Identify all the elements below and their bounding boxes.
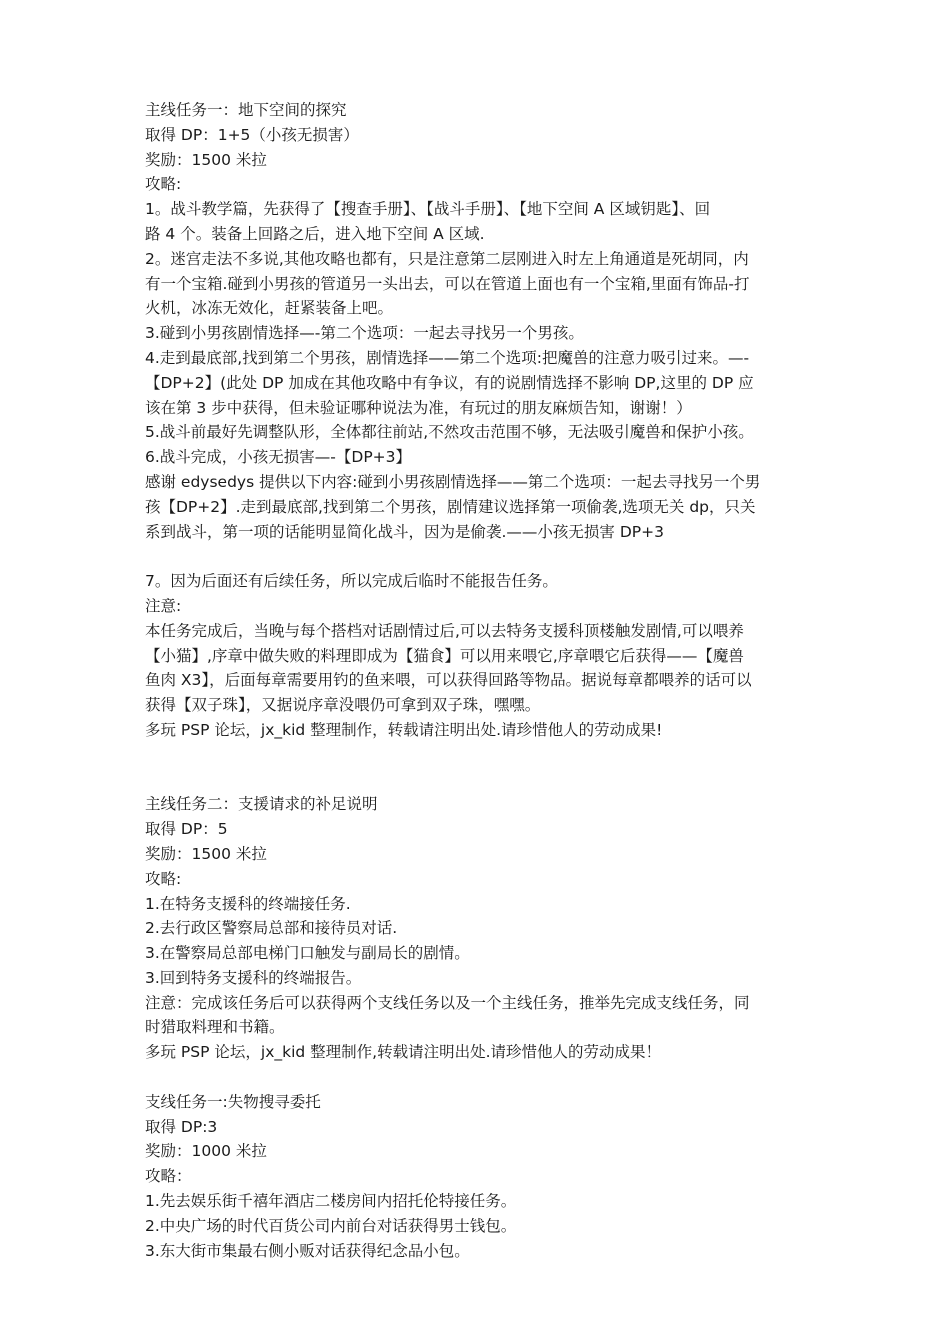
dp-info: 取得 DP：1+5（小孩无损害） — [145, 125, 359, 144]
text-line: 2.中央广场的时代百货公司内前台对话获得男士钱包。 — [145, 1216, 517, 1235]
text-line: 6.战斗完成，小孩无损害—-【DP+3】 — [145, 448, 412, 467]
reward-info: 奖励：1500 米拉 — [145, 150, 267, 169]
text-line: 2。迷宫走法不多说,其他攻略也都有，只是注意第二层刚进入时左上角通道是死胡同，内 — [145, 249, 749, 268]
spacer — [145, 743, 810, 793]
text-line: 1.先去娱乐街千禧年酒店二楼房间内招托伦特接任务。 — [145, 1192, 517, 1211]
text-line: 注意：完成该任务后可以获得两个支线任务以及一个主线任务，推举先完成支线任务，同 — [145, 993, 750, 1012]
text-line: 3.东大街市集最右侧小贩对话获得纪念品小包。 — [145, 1241, 470, 1260]
credit-line: 多玩 PSP 论坛，jx_kid 整理制作，转载请注明出处.请珍惜他人的劳动成果! — [145, 720, 663, 739]
text-line: 火机，冰冻无效化，赶紧装备上吧。 — [145, 299, 394, 318]
text-line: 7。因为后面还有后续任务，所以完成后临时不能报告任务。 — [145, 572, 558, 591]
text-line: 鱼肉 X3】，后面每章需要用钓的鱼来喂，可以获得回路等物品。据说每章都喂养的话可以 — [145, 671, 752, 690]
reward-info: 奖励：1500 米拉 — [145, 844, 267, 863]
text-line: 【小猫】,序章中做失败的料理即成为【猫食】可以用来喂它,序章喂它后获得——【魔兽 — [145, 646, 744, 665]
text-line: 3.碰到小男孩剧情选择—-第二个选项：一起去寻找另一个男孩。 — [145, 324, 584, 343]
text-line: 4.走到最底部,找到第二个男孩，剧情选择——第二个选项:把魔兽的注意力吸引过来。—- — [145, 348, 750, 367]
text-line: 2.去行政区警察局总部和接待员对话. — [145, 919, 398, 938]
spacer — [145, 1065, 810, 1090]
spacer — [145, 544, 810, 569]
section-main-quest-2 — [145, 792, 810, 1065]
note-label: 注意: — [145, 596, 182, 615]
section-main-quest-1-notes — [145, 569, 810, 743]
text-line: 时猎取料理和书籍。 — [145, 1018, 285, 1037]
document-page — [145, 98, 810, 1263]
text-line: 5.战斗前最好先调整队形，全体都往前站,不然攻击范围不够，无法吸引魔兽和保护小孩。 — [145, 423, 754, 442]
dp-info: 取得 DP:3 — [145, 1117, 218, 1136]
text-line: 【DP+2】(此处 DP 加成在其他攻略中有争议，有的说剧情选择不影响 DP,这里的 DP 应 — [145, 373, 754, 392]
reward-info: 奖励：1000 米拉 — [145, 1142, 267, 1161]
text-line: 孩【DP+2】.走到最底部,找到第二个男孩，剧情建议选择第一项偷袭,选项无关 dp，只关 — [145, 497, 756, 516]
text-line: 系到战斗，第一项的话能明显简化战斗，因为是偷袭.——小孩无损害 DP+3 — [145, 522, 664, 541]
credit-line: 多玩 PSP 论坛，jx_kid 整理制作,转载请注明出处.请珍惜他人的劳动成果！ — [145, 1043, 662, 1062]
text-line: 1。战斗教学篇，先获得了【搜查手册】、【战斗手册】、【地下空间 A 区域钥匙】、回 — [145, 200, 711, 219]
guide-label: 攻略: — [145, 175, 182, 194]
section-main-quest-1 — [145, 98, 810, 544]
text-line: 3.在警察局总部电梯门口触发与副局长的剧情。 — [145, 944, 470, 963]
text-line: 1.在特务支援科的终端接任务. — [145, 894, 351, 913]
text-line: 获得【双子珠】，又据说序章没喂仍可拿到双子珠，嘿嘿。 — [145, 696, 541, 715]
guide-label: 攻略： — [145, 1167, 192, 1186]
section-title: 支线任务一:失物搜寻委托 — [145, 1092, 321, 1111]
section-title: 主线任务二：支援请求的补足说明 — [145, 795, 378, 814]
text-line: 本任务完成后，当晚与每个搭档对话剧情过后,可以去特务支援科顶楼触发剧情,可以喂养 — [145, 621, 744, 640]
guide-label: 攻略: — [145, 869, 182, 888]
section-side-quest-1 — [145, 1090, 810, 1264]
text-line: 感谢 edysedys 提供以下内容:碰到小男孩剧情选择——第二个选项：一起去寻找另一个男 — [145, 472, 761, 491]
text-line: 有一个宝箱.碰到小男孩的管道另一头出去，可以在管道上面也有一个宝箱,里面有饰品-打 — [145, 274, 750, 293]
text-line: 该在第 3 步中获得，但未验证哪种说法为准，有玩过的朋友麻烦告知，谢谢！） — [145, 398, 692, 417]
text-line: 路 4 个。装备上回路之后，进入地下空间 A 区域. — [145, 224, 485, 243]
dp-info: 取得 DP：5 — [145, 820, 228, 839]
text-line: 3.回到特务支援科的终端报告。 — [145, 968, 362, 987]
section-title: 主线任务一：地下空间的探究 — [145, 101, 347, 119]
